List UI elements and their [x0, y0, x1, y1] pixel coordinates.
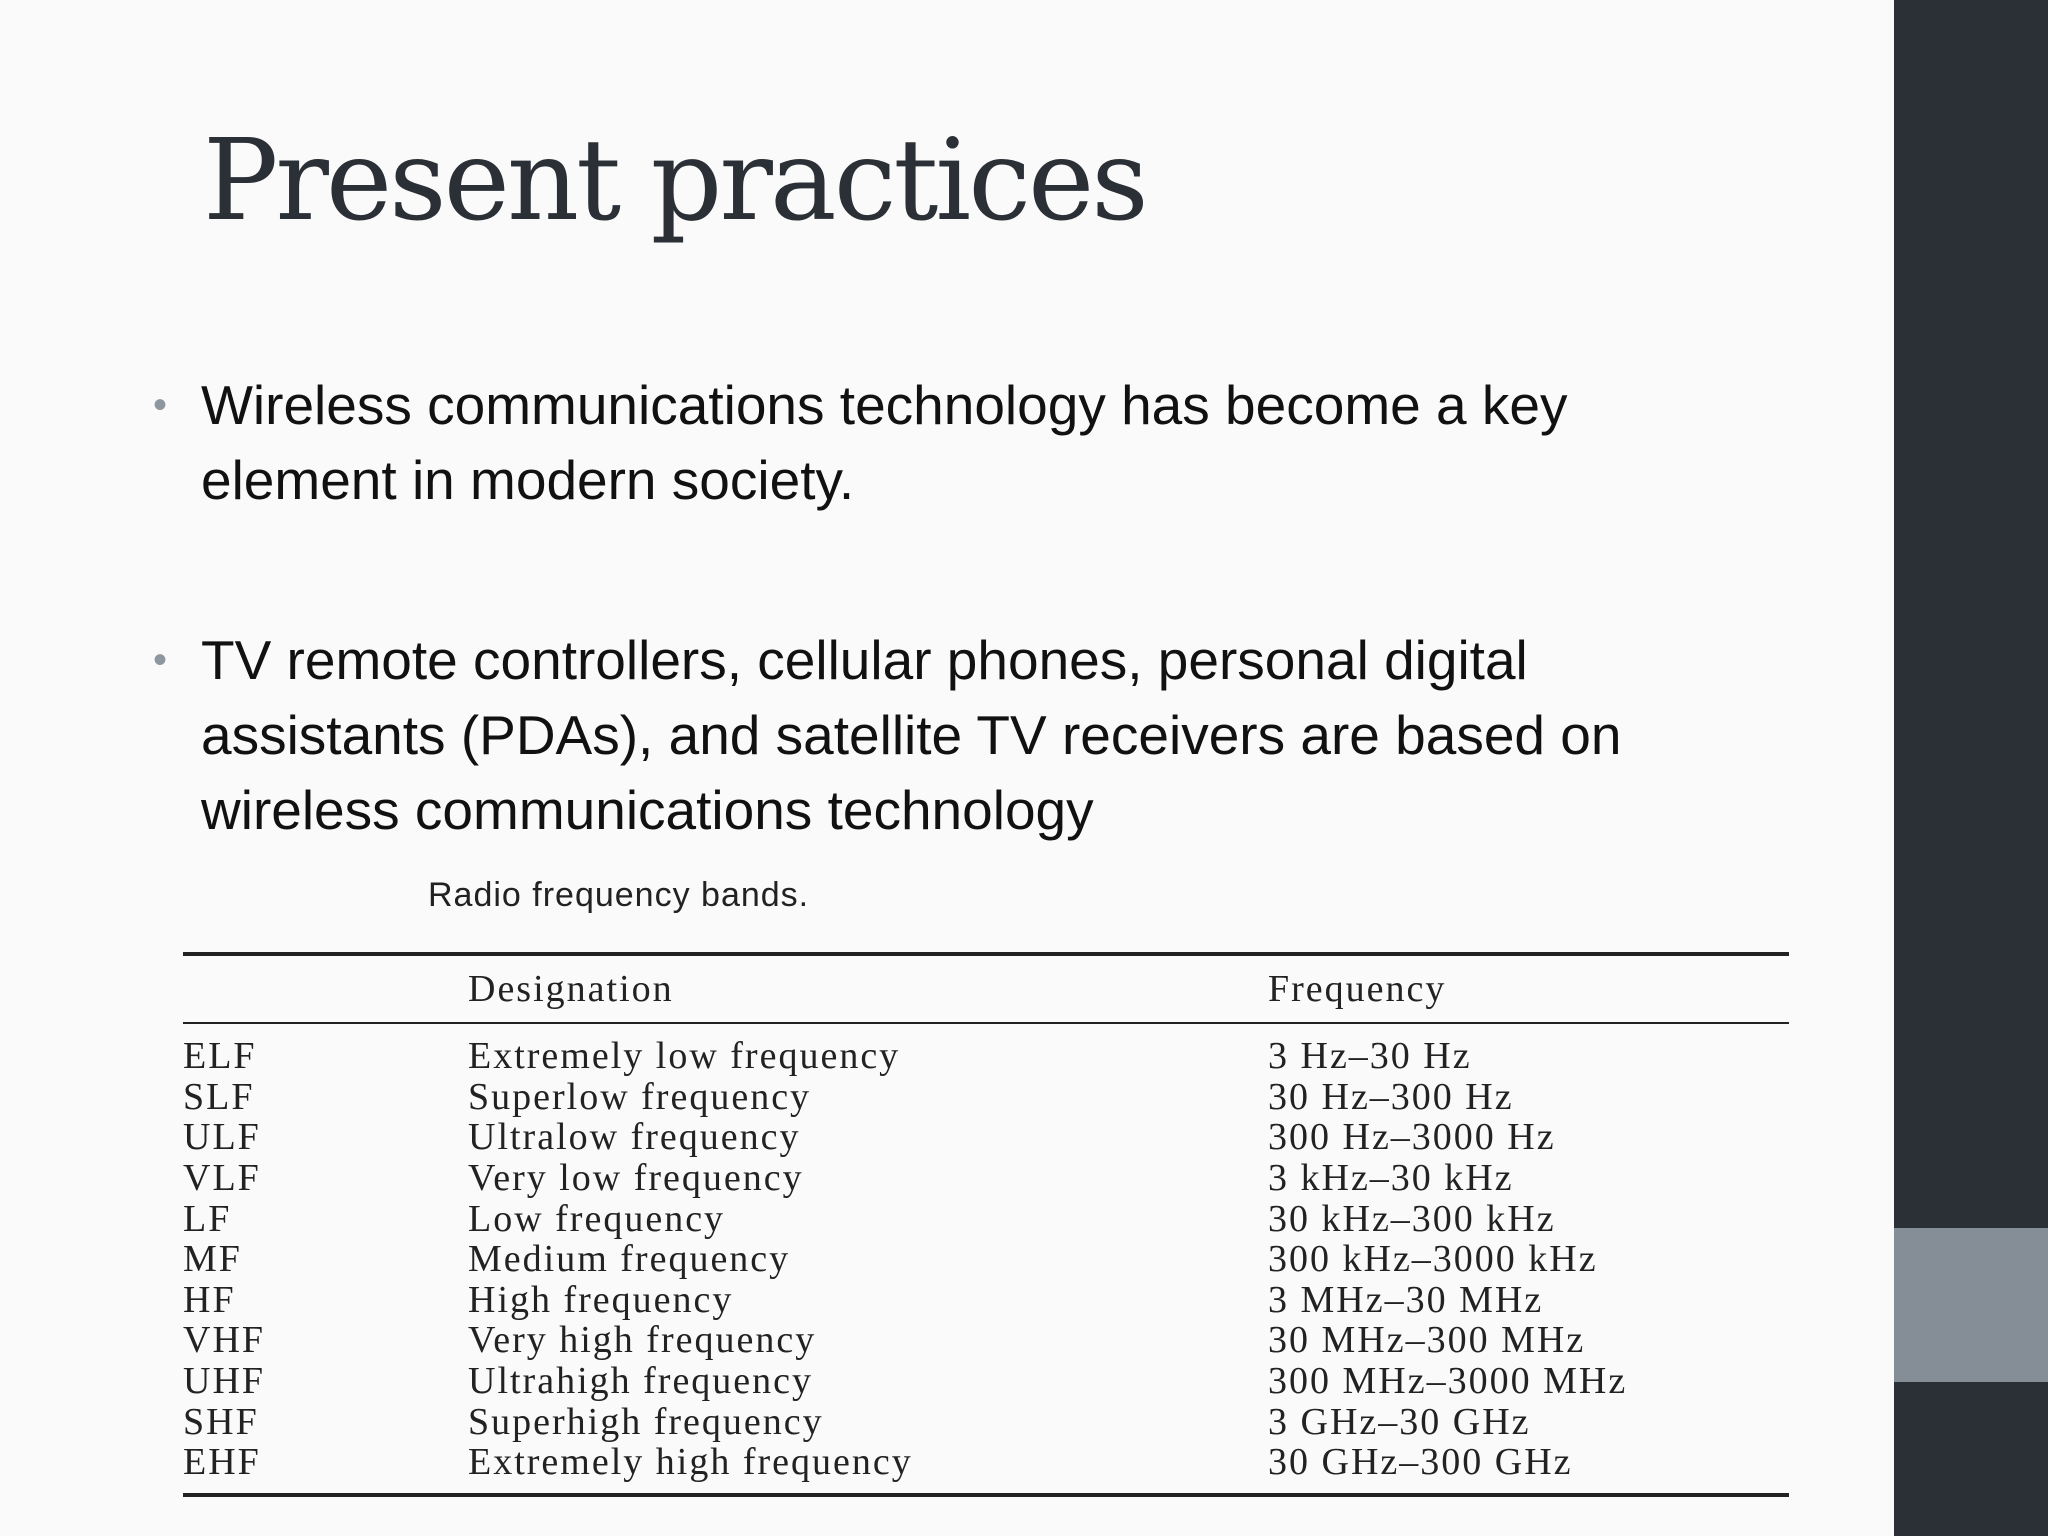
- band-designation: Superlow frequency: [468, 1075, 812, 1118]
- band-designation: Ultrahigh frequency: [468, 1360, 814, 1403]
- table-row: [183, 1280, 1789, 1321]
- bullet-list: [145, 368, 1725, 848]
- band-abbreviation: MF: [183, 1238, 242, 1281]
- band-designation: Extremely low frequency: [468, 1035, 901, 1078]
- band-designation: Superhigh frequency: [468, 1400, 824, 1443]
- table-row: [183, 1442, 1789, 1495]
- bullet-marker: •: [152, 638, 167, 682]
- band-frequency-range: 3 kHz–30 kHz: [1268, 1157, 1514, 1200]
- bullet-item: [145, 368, 1725, 518]
- radio-frequency-table-figure: [183, 876, 1789, 1506]
- table-row: [183, 1023, 1789, 1077]
- band-designation: Very low frequency: [468, 1157, 804, 1200]
- table-row: [183, 1117, 1789, 1158]
- band-abbreviation: SHF: [183, 1400, 259, 1443]
- band-frequency-range: 300 MHz–3000 MHz: [1268, 1360, 1628, 1403]
- table-row: [183, 1401, 1789, 1442]
- bullet-text: Wireless communications technology has become a key element in modern society.: [201, 374, 1568, 511]
- band-designation: High frequency: [468, 1278, 734, 1321]
- header-frequency: Frequency: [1268, 954, 1789, 1023]
- band-frequency-range: 3 GHz–30 GHz: [1268, 1400, 1531, 1443]
- header-designation: Designation: [468, 954, 1268, 1023]
- band-designation: Ultralow frequency: [468, 1116, 801, 1159]
- header-abbreviation: [183, 954, 468, 1023]
- band-frequency-range: 3 MHz–30 MHz: [1268, 1278, 1544, 1321]
- band-designation: Very high frequency: [468, 1319, 817, 1362]
- bullet-item: [145, 623, 1725, 848]
- band-abbreviation: HF: [183, 1278, 236, 1321]
- table-row: [183, 1361, 1789, 1402]
- table-row: [183, 1239, 1789, 1280]
- band-abbreviation: ELF: [183, 1035, 257, 1078]
- band-frequency-range: 30 Hz–300 Hz: [1268, 1075, 1514, 1118]
- table-row: [183, 1158, 1789, 1199]
- table-row: [183, 1077, 1789, 1118]
- band-abbreviation: UHF: [183, 1360, 266, 1403]
- band-designation: Extremely high frequency: [468, 1441, 913, 1484]
- band-abbreviation: SLF: [183, 1075, 255, 1118]
- band-abbreviation: ULF: [183, 1116, 261, 1159]
- band-frequency-range: 30 GHz–300 GHz: [1268, 1441, 1573, 1484]
- band-abbreviation: LF: [183, 1197, 232, 1240]
- slide-title: Present practices: [203, 116, 1146, 246]
- band-designation: Low frequency: [468, 1197, 726, 1240]
- table-header-row: [183, 954, 1789, 1023]
- band-frequency-range: 300 Hz–3000 Hz: [1268, 1116, 1556, 1159]
- table-caption: Radio frequency bands.: [428, 876, 810, 914]
- bullet-marker: •: [152, 383, 167, 427]
- bullet-text: TV remote controllers, cellular phones, personal digital assistants (PDAs), and satellite TV receivers are based on wireless communications technology: [201, 629, 1622, 841]
- band-frequency-range: 30 kHz–300 kHz: [1268, 1197, 1556, 1240]
- side-accent-block: [1894, 1228, 2048, 1382]
- band-frequency-range: 30 MHz–300 MHz: [1268, 1319, 1586, 1362]
- table-body: [183, 1023, 1789, 1495]
- band-abbreviation: VHF: [183, 1319, 266, 1362]
- table-row: [183, 1198, 1789, 1239]
- band-frequency-range: 300 kHz–3000 kHz: [1268, 1238, 1598, 1281]
- band-designation: Medium frequency: [468, 1238, 791, 1281]
- radio-frequency-table: [183, 952, 1789, 1497]
- band-abbreviation: EHF: [183, 1441, 261, 1484]
- band-frequency-range: 3 Hz–30 Hz: [1268, 1035, 1472, 1078]
- band-abbreviation: VLF: [183, 1157, 261, 1200]
- table-row: [183, 1320, 1789, 1361]
